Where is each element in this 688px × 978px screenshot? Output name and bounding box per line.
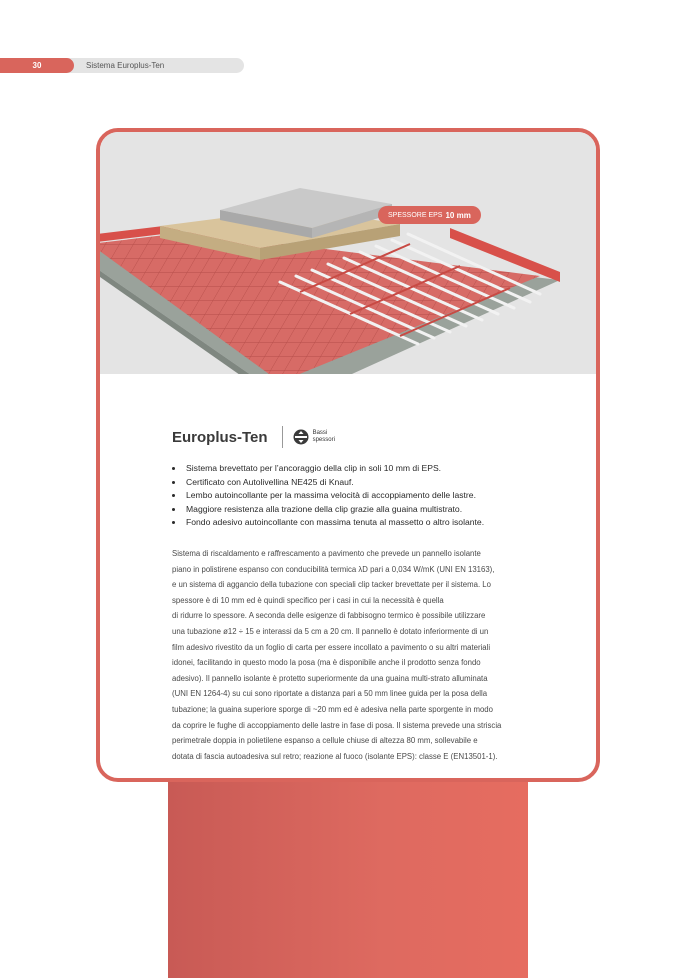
text-line: (UNI EN 1264-4) su cui sono riportate a distanza pari a 50 mm linee guida per la posa della xyxy=(172,689,488,699)
low-thickness-icon xyxy=(293,429,309,445)
text-line: adesivo). Il pannello isolante è protetto superiormente da una guaina multi-strato alluminata xyxy=(172,673,488,683)
text-line: una tubazione ø12 ÷ 15 e interassi da 5 cm a 20 cm. Il pannello è dotato inferiormente di un xyxy=(172,626,489,636)
text-line: tubazione; la guaina superiore sporge di ~20 mm ed è adesiva nella parte sporgente in modo xyxy=(172,704,493,714)
floor-heating-illustration xyxy=(100,132,596,374)
badge-line-2: spessori xyxy=(312,437,335,443)
feature-list xyxy=(172,462,484,530)
list-item: • Sistema brevettato per l’ancoraggio della clip in soli 10 mm di EPS. xyxy=(184,462,484,476)
text-line: Sistema di riscaldamento e raffrescamento a pavimento che prevede un pannello isolante xyxy=(172,549,481,558)
section-title: Sistema Europlus-Ten xyxy=(86,61,165,70)
low-thickness-label xyxy=(313,430,335,444)
text-line: perimetrale doppia in polietilene espanso a cellule chiuse di altezza 80 mm, sollevabile e xyxy=(172,736,478,746)
text-line: da coprire le fughe di accoppiamento delle lastre in fase di posa. Il sistema prevede una striscia xyxy=(172,720,502,730)
page-number: 30 xyxy=(0,58,74,73)
list-item: • Certificato con Autolivellina NE425 di Knauf. xyxy=(184,476,484,490)
tag-value: 10 mm xyxy=(445,210,471,220)
tag-prefix: SPESSORE EPS xyxy=(388,211,443,219)
list-item: • Maggiore resistenza alla trazione della clip grazie alla guaina multistrato. xyxy=(184,503,484,517)
eps-thickness-tag xyxy=(378,206,481,224)
list-item: • Fondo adesivo autoincollante con massima tenuta al massetto o altro isolante. xyxy=(184,516,484,530)
text-line: film adesivo rivestito da un foglio di carta per essere incollato a pavimento o su altri materiali xyxy=(172,642,491,652)
title-divider xyxy=(282,426,283,448)
text-line: idonei, facilitando in questo modo la posa (ma è disponibile anche il prodotto senza fondo xyxy=(172,658,481,668)
text-line: di ridurre lo spessore. A seconda delle esigenze di fabbisogno termico è possibile utilizzare xyxy=(172,611,486,621)
list-item: • Lembo autoincollante per la massima velocità di accoppiamento delle lastre. xyxy=(184,489,484,503)
title-row xyxy=(172,426,335,448)
decorative-red-block xyxy=(168,760,528,978)
product-title: Europlus-Ten xyxy=(172,428,268,446)
text-line: piano in polistirene espanso con conducibilità termica λD pari a 0,034 W/mK (UNI EN 13163), xyxy=(172,564,495,574)
product-card xyxy=(96,128,600,782)
text-line: dotata di fascia autoadesiva sul retro; reazione al fuoco (isolante EPS): classe E (EN13501-1). xyxy=(172,751,498,761)
badge-line-1: Bassi xyxy=(312,430,328,436)
description-paragraph xyxy=(172,546,532,764)
text-line: spessore è di 10 mm ed è quindi specifico per i casi in cui la necessità è quella xyxy=(172,595,444,605)
text-line: e un sistema di aggancio della tubazione con speciali clip tacker brevettate per il sistema. Lo xyxy=(172,580,491,590)
